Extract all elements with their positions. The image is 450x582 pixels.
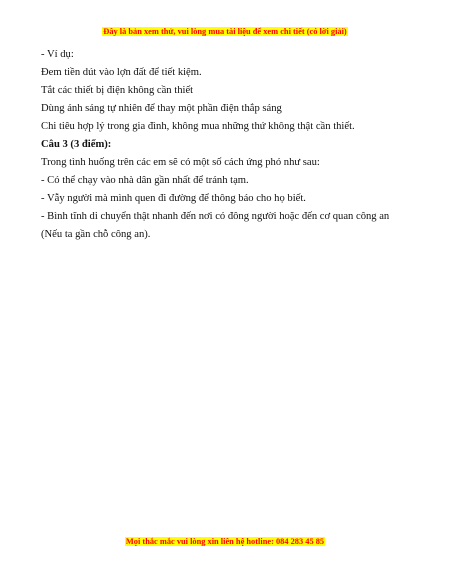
question-title: Câu 3 (3 điểm): [41, 139, 112, 150]
answer-item: - Vẫy người mà mình quen đi đường để thông báo cho họ biết. [41, 193, 306, 204]
document-body [41, 46, 413, 244]
preview-notice-banner [0, 26, 450, 37]
answer-item: - Có thể chạy vào nhà dân gần nhất để tránh tạm. [41, 175, 249, 186]
question-intro: Trong tình huống trên các em sẽ có một số cách ứng phó như sau: [41, 157, 320, 168]
answer-item: - Bình tĩnh di chuyển thật nhanh đến nơi có đông người hoặc đến cơ quan công an (Nếu ta gần chỗ công an). [41, 211, 390, 240]
hotline-notice-banner [0, 536, 450, 547]
preview-notice-text: Đây là bản xem thử, vui lòng mua tài liệu để xem chi tiết (có lời giải) [103, 27, 347, 36]
example-item: Chi tiêu hợp lý trong gia đình, không mua những thứ không thật cần thiết. [41, 121, 355, 132]
hotline-notice-text: Mọi thắc mắc vui lòng xin liên hệ hotline: 084 283 45 85 [125, 537, 325, 546]
example-item: Dùng ánh sáng tự nhiên để thay một phần điện thắp sáng [41, 103, 282, 114]
example-label: - Ví dụ: [41, 49, 74, 60]
example-item: Đem tiền dút vào lợn đất để tiết kiệm. [41, 67, 202, 78]
example-item: Tắt các thiết bị điện không cần thiết [41, 85, 194, 96]
